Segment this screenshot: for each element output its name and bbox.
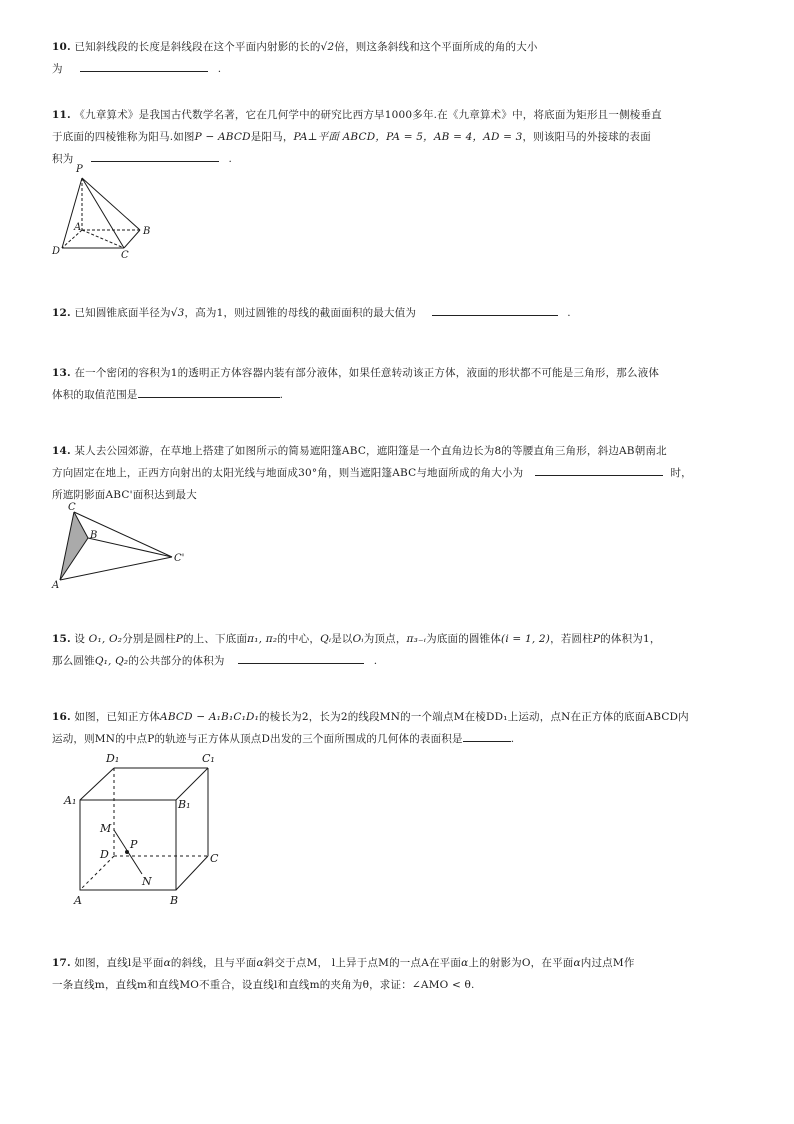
label-a: A — [52, 580, 60, 591]
label-b1: B₁ — [178, 798, 191, 811]
label-c: C — [210, 852, 219, 865]
question-number: 12. — [52, 307, 71, 319]
edge-bc-prime — [88, 538, 172, 557]
question-number: 10. — [52, 41, 71, 53]
question-number: 11. — [52, 109, 71, 121]
math-i-range: (i = 1, 2) — [501, 633, 551, 645]
question-number: 13. — [52, 367, 71, 379]
end-period: . — [510, 733, 515, 745]
question-15 — [52, 628, 742, 672]
question-10-line-1 — [52, 36, 742, 58]
question-11-line-1 — [52, 104, 742, 126]
edge-a1-d1 — [80, 768, 114, 800]
question-text: 运动，则MN的中点P的轨迹与正方体从顶点D出发的三个面所围成的几何体的表面积是 — [52, 733, 463, 745]
question-text: 为顶点， — [363, 633, 407, 645]
question-text: 上的射影为O，在平面 — [468, 957, 574, 969]
question-text: 已知圆锥底面半径为 — [74, 307, 171, 319]
point-p — [125, 850, 129, 854]
label-p: P — [130, 838, 138, 851]
edge-b1-c1 — [176, 768, 208, 800]
question-text: 为 — [52, 63, 63, 75]
cube-front-face — [80, 800, 176, 890]
question-15-line-1 — [52, 628, 742, 650]
math-oi: Oᵢ — [352, 633, 364, 645]
question-number: 14. — [52, 445, 71, 457]
edge-cc-prime — [74, 512, 172, 557]
label-c1: C₁ — [202, 752, 215, 765]
answer-blank[interactable] — [432, 302, 558, 316]
answer-blank[interactable] — [138, 384, 280, 398]
label-a: A — [74, 894, 82, 907]
math-alpha: α — [461, 957, 469, 969]
question-number: 17. — [52, 957, 71, 969]
question-text: ，若圆柱 — [550, 633, 593, 645]
question-13-line-2 — [52, 384, 742, 406]
math-alpha: α — [256, 957, 264, 969]
answer-blank[interactable] — [238, 650, 364, 664]
label-a1: A₁ — [64, 794, 77, 807]
question-text: 已知斜线段的长度是斜线段在这个平面内射影的长的 — [74, 41, 321, 53]
question-text: 于底面的四棱锥称为阳马.如图 — [52, 131, 195, 143]
label-p: P — [76, 164, 83, 175]
question-text: 是阳马， — [250, 131, 294, 143]
question-text: 内过点M作 — [580, 957, 635, 969]
question-text: 的棱长为2，长为2的线段MN的一个端点M在棱DD₁上运动，点N在正方体的底面ABCD内 — [259, 711, 689, 723]
shade-face-abc — [60, 512, 88, 580]
question-16-line-2 — [52, 728, 742, 750]
question-17-line-2 — [52, 974, 742, 996]
math-sqrt3: √3 — [170, 307, 185, 319]
label-c: C — [68, 502, 76, 513]
edge-b-c — [176, 856, 208, 890]
question-text: 的斜线，且与平面 — [170, 957, 257, 969]
question-text: 时， — [670, 467, 692, 479]
math-qi: Qᵢ — [320, 633, 332, 645]
edge-ac-prime — [60, 557, 172, 580]
question-16 — [52, 706, 742, 750]
question-number: 16. — [52, 711, 71, 723]
end-period: . — [373, 655, 378, 667]
question-text: 《九章算术》是我国古代数学名著，它在几何学中的研究比西方早1000多年.在《九章算术》中，将底面为矩形且一侧棱垂直 — [74, 109, 662, 121]
math-alpha: α — [573, 957, 581, 969]
question-text: 的公共部分的体积为 — [128, 655, 225, 667]
end-period: . — [228, 153, 233, 165]
math-sqrt2: √2 — [320, 41, 335, 53]
question-17 — [52, 952, 742, 996]
math-pyramid: P − ABCD — [194, 131, 251, 143]
question-13 — [52, 362, 742, 406]
answer-blank[interactable] — [463, 728, 511, 742]
question-text: ，则该阳马的外接球的表面 — [522, 131, 651, 143]
label-m: M — [100, 822, 112, 835]
label-d: D — [52, 246, 61, 257]
edge-cb — [124, 230, 140, 248]
math-o1-o2: O₁, O₂ — [88, 633, 123, 645]
end-period: . — [567, 307, 571, 319]
question-13-line-1 — [52, 362, 742, 384]
math-p: P — [592, 633, 601, 645]
question-11-line-2 — [52, 126, 742, 148]
label-b: B — [143, 226, 151, 237]
label-a: A — [74, 222, 82, 233]
label-b: B — [170, 894, 179, 907]
question-10-line-2 — [52, 58, 742, 80]
figure-pyramid — [50, 160, 160, 262]
question-text: 所遮阴影面ABC'面积达到最大 — [52, 489, 197, 501]
question-text: 的中心， — [277, 633, 321, 645]
math-cube: ABCD − A₁B₁C₁D₁ — [160, 711, 260, 723]
end-period: . — [217, 63, 222, 75]
math-q1-q2: Q₁, Q₂ — [94, 655, 129, 667]
question-text: 积为 — [52, 153, 74, 165]
question-10 — [52, 36, 742, 80]
question-text: 斜交于点M， l上异于点M的一点A在平面 — [263, 957, 462, 969]
question-text: 那么圆锥 — [52, 655, 95, 667]
question-14-line-1 — [52, 440, 742, 462]
question-text: 某人去公园郊游，在草地上搭建了如图所示的简易遮阳篷ABC，遮阳篷是一个直角边长为8的等腰直角三角形，斜边AB朝南北 — [74, 445, 667, 457]
label-n: N — [142, 875, 152, 888]
question-text: 倍，则这条斜线和这个平面所成的角的大小 — [334, 41, 538, 53]
question-14 — [52, 440, 742, 506]
question-text: 一条直线m，直线m和直线MO不重合，设直线l和直线m的夹角为θ，求证：∠AMO < θ. — [52, 979, 475, 991]
answer-blank[interactable] — [535, 462, 663, 476]
label-d1: D₁ — [106, 752, 120, 765]
end-period: . — [279, 389, 284, 401]
question-text: 方向固定在地上，正西方向射出的太阳光线与地面成30°角，则当遮阳篷ABC与地面所成的角大小为 — [52, 467, 524, 479]
edge-pb — [82, 178, 140, 230]
edge-pc — [82, 178, 124, 248]
question-text: 为底面的圆锥体 — [426, 633, 502, 645]
figure-sunshade — [48, 500, 196, 592]
question-12 — [52, 302, 742, 324]
math-p: P — [175, 633, 183, 645]
question-text: 在一个密闭的容积为1的透明正方体容器内装有部分液体，如果任意转动该正方体，液面的形状都不可能是三角形，那么液体 — [74, 367, 660, 379]
math-conditions: PA⊥平面 ABCD，PA = 5，AB = 4，AD = 3 — [293, 131, 523, 143]
question-number: 15. — [52, 633, 71, 645]
question-text: 如图，直线l是平面 — [74, 957, 164, 969]
math-pi1-pi2: π₁, π₂ — [247, 633, 278, 645]
math-pi-3-i: π₃₋ᵢ — [406, 633, 427, 645]
question-text: 的体积为1， — [600, 633, 661, 645]
edge-ac — [82, 230, 124, 248]
label-c-prime: C' — [174, 553, 185, 564]
figure-cube — [60, 748, 230, 914]
label-d: D — [100, 848, 109, 861]
label-c: C — [121, 250, 129, 261]
question-text: 是以 — [331, 633, 353, 645]
question-16-line-1 — [52, 706, 742, 728]
question-17-line-1 — [52, 952, 742, 974]
edge-d-a — [80, 856, 114, 890]
math-alpha: α — [163, 957, 171, 969]
question-text: 设 — [74, 633, 86, 645]
question-text: 的上、下底面 — [182, 633, 248, 645]
label-b: B — [90, 530, 98, 541]
edge-pd — [62, 178, 82, 248]
answer-blank[interactable] — [80, 58, 208, 72]
question-text: ，高为1，则过圆锥的母线的截面面积的最大值为 — [184, 307, 417, 319]
question-text: 如图，已知正方体 — [74, 711, 161, 723]
question-text: 体积的取值范围是 — [52, 389, 138, 401]
question-15-line-2 — [52, 650, 742, 672]
question-text: 分别是圆柱 — [122, 633, 176, 645]
question-14-line-2 — [52, 462, 742, 484]
